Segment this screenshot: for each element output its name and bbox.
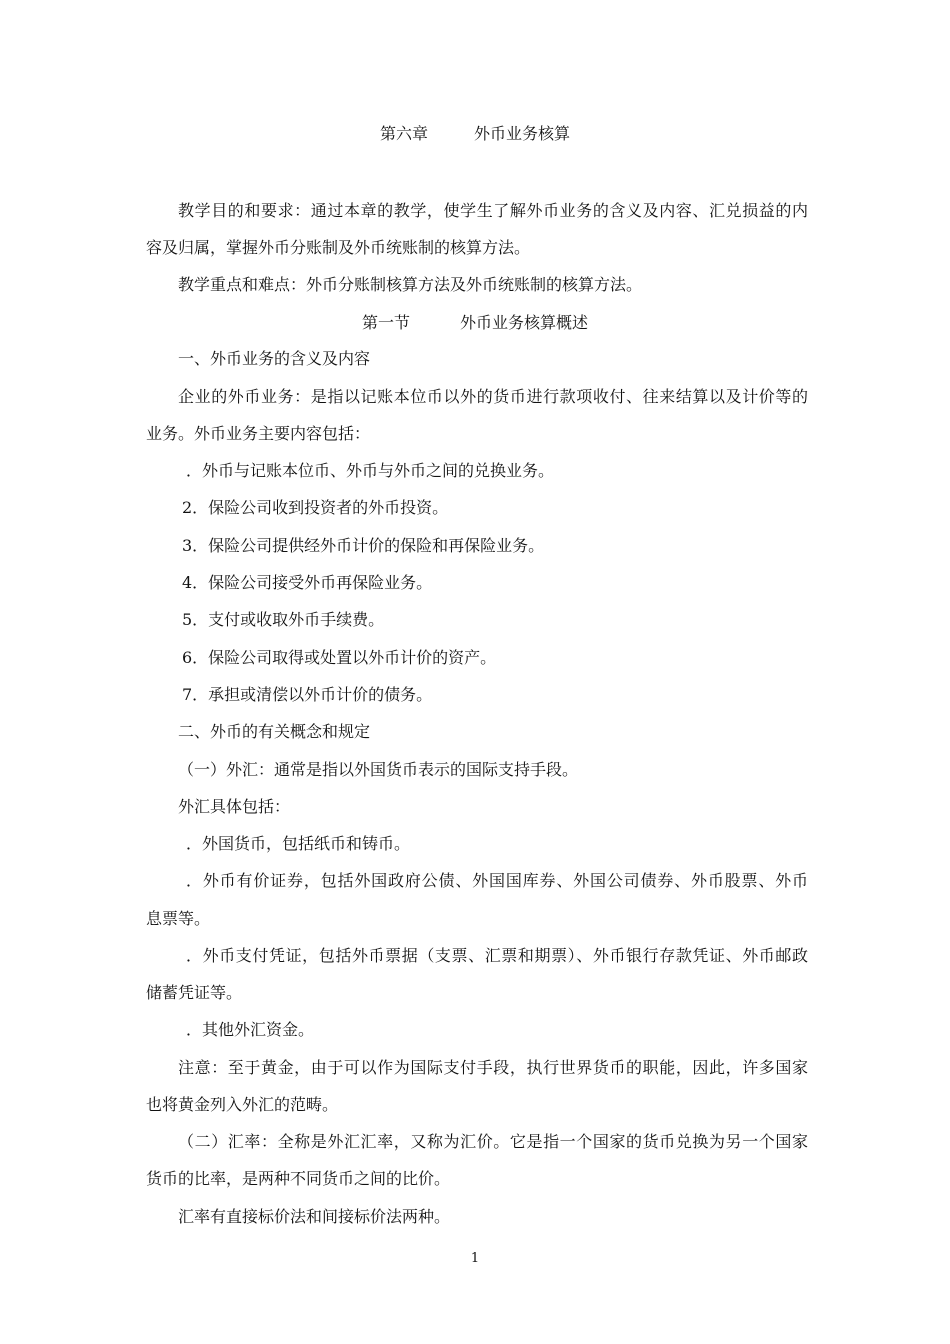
note-line-1: 注意：至于黄金，由于可以作为国际支付手段，执行世界货币的职能，因此，许多国家 xyxy=(178,1058,808,1077)
list-item: 7．承担或清偿以外币计价的债务。 xyxy=(182,685,433,704)
page-number: 1 xyxy=(470,1251,480,1266)
list-item: ．外币与记账本位币、外币与外币之间的兑换业务。 xyxy=(186,461,555,480)
objectives-line-1: 教学目的和要求：通过本章的教学，使学生了解外币业务的含义及内容、汇兑损益的内 xyxy=(178,201,808,220)
note-line-2: 也将黄金列入外汇的范畴。 xyxy=(146,1095,339,1114)
list-item: 2．保险公司收到投资者的外币投资。 xyxy=(182,498,449,517)
list-item: 5．支付或收取外币手续费。 xyxy=(182,610,385,629)
forex-item-vouchers-line-2: 储蓄凭证等。 xyxy=(146,983,243,1002)
definition-line-1: 企业的外币业务：是指以记账本位币以外的货币进行款项收付、往来结算以及计价等的 xyxy=(178,387,808,406)
chapter-heading xyxy=(0,123,950,145)
heading-1: 一、外币业务的含义及内容 xyxy=(178,349,371,368)
chapter-label: 第六章 xyxy=(379,124,428,143)
list-item: 6．保险公司取得或处置以外币计价的资产。 xyxy=(182,648,497,667)
heading-2: 二、外币的有关概念和规定 xyxy=(178,722,371,741)
section-label: 第一节 xyxy=(361,313,410,332)
key-points: 教学重点和难点：外币分账制核算方法及外币统账制的核算方法。 xyxy=(178,275,643,294)
section-heading xyxy=(0,312,950,334)
list-item: 3．保险公司提供经外币计价的保险和再保险业务。 xyxy=(182,536,545,555)
forex-includes: 外汇具体包括： xyxy=(178,797,291,816)
section-title: 外币业务核算概述 xyxy=(460,313,589,332)
forex-item-securities-line-1: ．外币有价证券，包括外国政府公债、外国国库券、外国公司债券、外币股票、外币 xyxy=(186,871,808,890)
rate-line-2: 货币的比率，是两种不同货币之间的比价。 xyxy=(146,1169,451,1188)
objectives-line-2: 容及归属，掌握外币分账制及外币统账制的核算方法。 xyxy=(146,238,531,257)
forex-item-other: ．其他外汇资金。 xyxy=(186,1020,315,1039)
rate-line-1: （二）汇率：全称是外汇汇率，又称为汇价。它是指一个国家的货币兑换为另一个国家 xyxy=(178,1132,808,1151)
chapter-title: 外币业务核算 xyxy=(474,124,571,143)
definition-line-2: 业务。外币业务主要内容包括： xyxy=(146,424,371,443)
forex-item-vouchers-line-1: ．外币支付凭证，包括外币票据（支票、汇票和期票）、外币银行存款凭证、外币邮政 xyxy=(186,946,808,965)
rate-methods: 汇率有直接标价法和间接标价法两种。 xyxy=(178,1207,451,1226)
forex-item-securities-line-2: 息票等。 xyxy=(146,909,211,928)
list-item: 4．保险公司接受外币再保险业务。 xyxy=(182,573,433,592)
forex-item-currency: ．外国货币，包括纸币和铸币。 xyxy=(186,834,411,853)
forex-definition: （一）外汇：通常是指以外国货币表示的国际支持手段。 xyxy=(178,760,579,779)
